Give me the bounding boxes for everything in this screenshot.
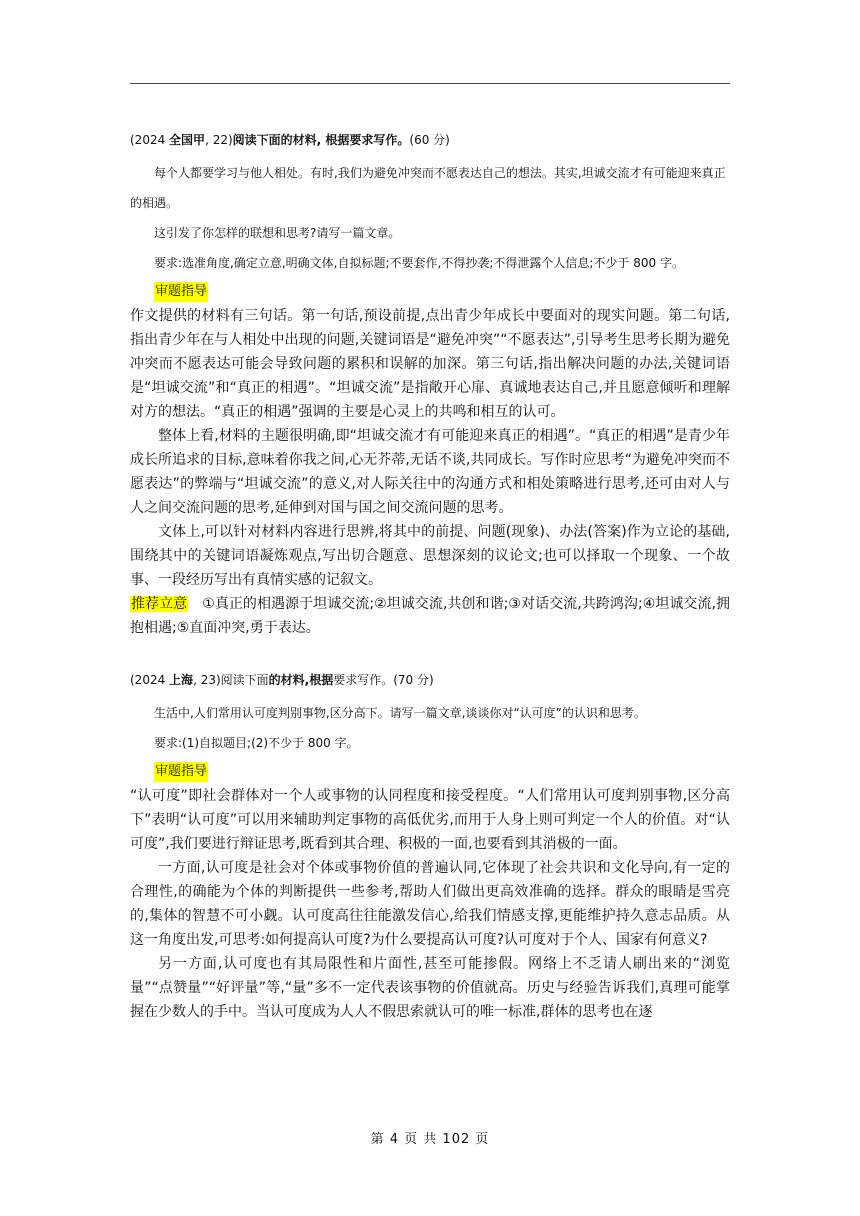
q1-material-p2: 这引发了你怎样的联想和思考?请写一篇文章。 xyxy=(154,226,401,240)
content-area xyxy=(130,130,730,1024)
q2-requirement: 要求:(1)自拟题目;(2)不少于 800 字。 xyxy=(154,736,359,750)
question-1-title xyxy=(130,130,730,150)
q2-analysis-p2: 一方面,认可度是社会对个体或事物价值的普遍认同,它体现了社会共识和文化导向,有一定的合理性,的确能为个体的判断提供一些参考,帮助人们做出更高效准确的选择。群众的眼睛是雪亮的,集体的智慧不可小觑。认可度高往往能激发信心,给我们情感支撑,更能维护持久意志品质。从这一角度出发,可思考:如何提高认可度?为什么要提高认可度?认可度对于个人、国家有何意义? xyxy=(130,860,730,948)
q1-requirement: 要求:选准角度,确定立意,明确文体,自拟标题;不要套作,不得抄袭;不得泄露个人信息;不少于 800 字。 xyxy=(154,256,684,270)
q2-source-prefix: (2024 xyxy=(130,673,170,687)
q2-instruction-rest: 要求写作。(70 分) xyxy=(333,673,434,687)
q1-source-mid: , 22) xyxy=(205,133,233,147)
q2-instruction-bold: 的材料,根据 xyxy=(268,673,334,687)
q2-tag-line xyxy=(154,758,730,784)
q1-analysis-p2: 整体上看,材料的主题很明确,即“坦诚交流才有可能迎来真正的相遇”。“真正的相遇”是青少年成长所追求的目标,意味着你我之间,心无芥蒂,无话不谈,共同成长。写作时应思考“为避免冲突而不愿表达”的弊端与“坦诚交流”的意义,对人际关往中的沟通方式和相处策略进行思考,还可由对人与人之间交流问题的思考,延伸到对国与国之间交流问题的思考。 xyxy=(130,428,730,516)
q2-analysis-p1: “认可度”即社会群体对一个人或事物的认同程度和接受程度。“人们常用认可度判别事物,区分高下”表明“认可度”可以用来辅助判定事物的高低优劣,而用于人身上则可判定一个人的价值。对“认可度”,我们要进行辩证思考,既看到其合理、积极的一面,也要看到其消极的一面。 xyxy=(130,788,730,852)
question-2 xyxy=(130,670,730,1024)
q1-source-prefix: (2024 xyxy=(130,133,170,147)
q1-material-p1: 每个人都要学习与他人相处。有时,我们为避免冲突而不愿表达自己的想法。其实,坦诚交流才有可能迎来真正的相遇。 xyxy=(130,166,726,210)
q2-material-p1: 生活中,人们常用认可度判别事物,区分高下。请写一篇文章,谈谈你对“认可度”的认识和思考。 xyxy=(154,706,646,720)
q2-analysis-p3: 另一方面,认可度也有其局限性和片面性,甚至可能掺假。网络上不乏请人刷出来的“浏览量”“点赞量”“好评量”等,“量”多不一定代表该事物的价值就高。历史与经验告诉我们,真理可能掌握在少数人的手中。当认可度成为人人不假思索就认可的唯一标准,群体的思考也在逐 xyxy=(130,956,730,1020)
q1-recommend-label: 推荐立意 xyxy=(131,596,188,612)
q1-analysis-p1: 作文提供的材料有三句话。第一句话,预设前提,点出青少年成长中要面对的现实问题。第二句话,指出青少年在与人相处中出现的问题,关键词语是“避免冲突”“不愿表达”,引导考生思考长期为避免冲突而不愿表达可能会导致问题的累积和误解的加深。第三句话,指出解决问题的办法,关键词语是“坦诚交流”和“真正的相遇”。“坦诚交流”是指敞开心扉、真诚地表达自己,并且愿意倾听和理解对方的想法。“真正的相遇”强调的主要是心灵上的共鸣和相互的认可。 xyxy=(130,308,730,420)
q1-recommendation xyxy=(130,592,730,640)
q1-score: (60 分) xyxy=(409,133,450,147)
question-2-title xyxy=(130,670,730,690)
q2-source-bold: 上海 xyxy=(169,673,194,687)
q2-guide-tag: 审题指导 xyxy=(154,762,208,782)
q1-instruction: 阅读下面的材料, 根据要求写作。 xyxy=(232,133,410,147)
q1-tag-line xyxy=(154,278,730,304)
q1-recommend-text: ①真正的相遇源于坦诚交流;②坦诚交流,共创和谐;③对话交流,共跨鸿沟;④坦诚交流,拥抱相遇;⑤直面冲突,勇于表达。 xyxy=(130,596,731,636)
q1-guide-tag: 审题指导 xyxy=(154,282,208,302)
question-1 xyxy=(130,130,730,640)
q1-source-bold: 全国甲 xyxy=(169,133,206,147)
q2-source-mid: , 23)阅读下面 xyxy=(193,673,269,687)
page-footer: 第 4 页 共 102 页 xyxy=(370,1132,490,1147)
header-rule xyxy=(130,83,730,84)
q1-analysis-p3: 文体上,可以针对材料内容进行思辨,将其中的前提、问题(现象)、办法(答案)作为立论的基础,围绕其中的关键词语凝炼观点,写出切合题意、思想深刻的议论文;也可以择取一个现象、一个故事、一段经历写出有真情实感的记叙文。 xyxy=(130,524,730,588)
